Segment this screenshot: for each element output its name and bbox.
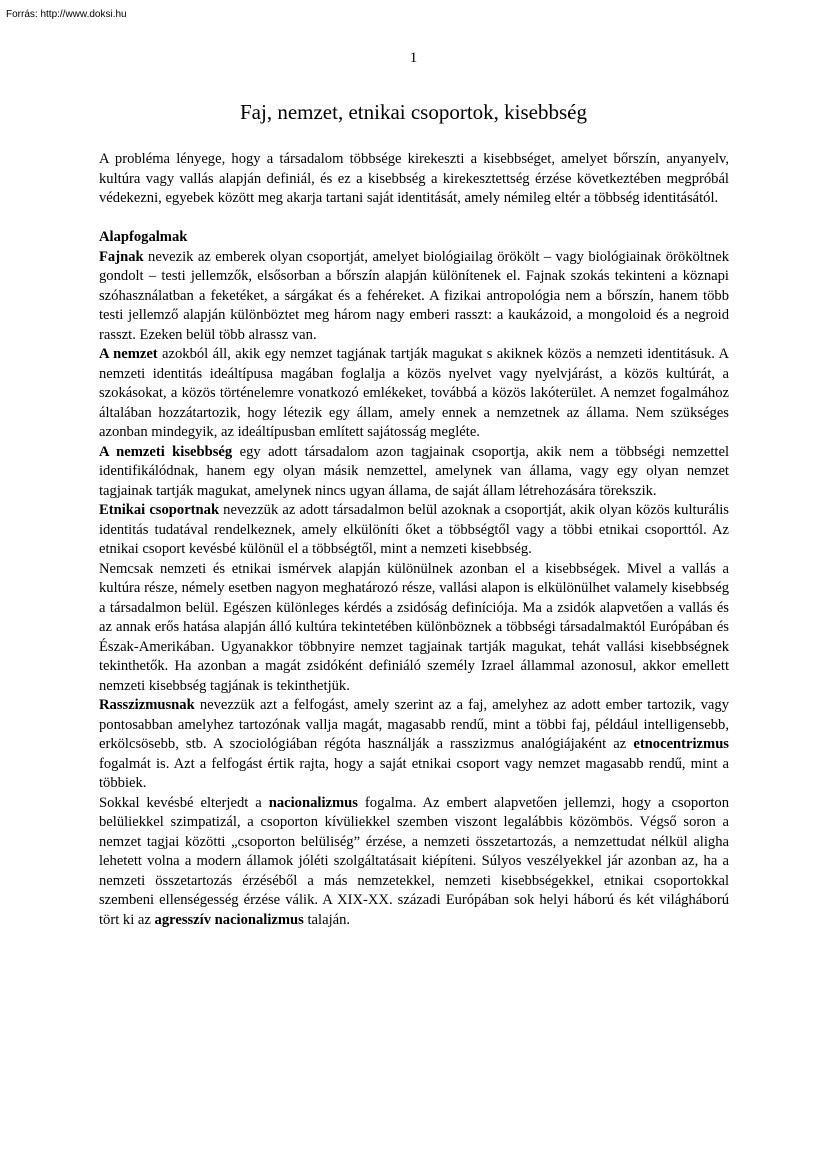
paragraph-rasszizmus (99, 696, 729, 794)
paragraph-text: talaján. (303, 911, 351, 928)
term-fajnak: Fajnak (99, 248, 144, 265)
paragraph-etnikai-csoport (99, 501, 729, 560)
paragraph-nacionalizmus (99, 794, 729, 931)
term-agressziv-nacionalizmus: agresszív nacionalizmus (154, 911, 304, 928)
term-nemzeti-kisebbseg: A nemzeti kisebbség (99, 443, 233, 460)
document-title: Faj, nemzet, etnikai csoportok, kisebbség (239, 100, 587, 124)
document-body (99, 150, 729, 930)
paragraph-text: nevezzük azt a felfogást, amely szerint az a faj, amelyhez az adott ember tartozik, vagy pontosabban amelyhez tartozónak vallja magát, magasabb rendű, mint a többi faj, például intelligensebb, erkölcsösebb, stb. A szociológiában régóta használják a rasszizmus analógiájaként az (99, 697, 729, 752)
paragraph-faj (99, 248, 729, 346)
page-number: 1 (409, 50, 418, 66)
source-label: Forrás: http://www.doksi.hu (6, 9, 127, 20)
paragraph-nemzeti-kisebbseg (99, 443, 729, 502)
term-nemzet: A nemzet (99, 346, 158, 362)
section-heading: Alapfogalmak (99, 229, 188, 245)
paragraph-text: egy adott társadalom azon tagjainak csoportja, akik nem a többségi nemzettel identifikálódnak, hanem egy olyan másik nemzettel, amelynek van állama, vagy egy olyan nemzet tagjainak tartják magukat, amelynek nincs ugyan állama, de saját állam létrehozására törekszik. (99, 443, 729, 499)
paragraph-text: fogalmát is. Azt a felfogást értik rajta, hogy a saját etnikai csoport vagy nemzet magasabb rendű, mint a többiek. (99, 755, 729, 791)
paragraph-text: fogalma. Az embert alapvetően jellemzi, hogy a csoporton belüliekkel szimpatizál, a csoporton kívüliekkel szemben viszont legalábbis közömbös. Végső soron a nemzet tagjai közötti „csoporton belüliség” érzése, a nemzeti összetartozás, a nemzettudat nélkül aligha lehetett volna a modern államok jóléti szolgáltatásait kiépíteni. Súlyos veszélyekkel jár azonban az, ha a nemzeti összetartozás érzéséből a más nemzetekkel, nemzeti kisebbségekkel, etnikai csoportokkal szembeni ellenségesség érzése válik. A XIX-XX. századi Európában sok helyi háború és két világháború tört ki az (99, 794, 729, 928)
paragraph-text: nevezzük az adott társadalmon belül azoknak a csoportját, akik olyan közös kulturális identitás tudatával rendelkeznek, amely elkülöníti őket a többségtől vagy a többi etnikai csoporttól. Az etnikai csoport kevésbé különül el a többségtől, mint a nemzeti kisebbség. (99, 502, 729, 557)
paragraph-nemzet (99, 345, 729, 443)
intro-paragraph: A probléma lényege, hogy a társadalom többsége kirekeszti a kisebbséget, amelyet bőrszín, anyanyelv, kultúra vagy vallás alapján definiál, és ez a kisebbség a kirekesztettség érzése következtében megpróbál védekezni, egyebek között meg akarja tartani saját identitását, amely némileg eltér a többség identitásától. (99, 151, 729, 206)
paragraph-kisebbsegek: Nemcsak nemzeti és etnikai ismérvek alapján különülnek azonban el a kisebbségek. Mivel a vallás a kultúra része, némely esetben nagyon meghatározó része, vallási alapon is elkülönülhet valamely kisebbség a társadalmon belül. Egészen különleges kérdés a zsidóság definíciója. Ma a zsidók alapvetően a vallás és az annak erős hatása alapján álló kultúra tekintetében különböznek a többségi társadalmaktól Európában és Észak-Amerikában. Ugyanakkor többnyire nemzet tagjainak tartják magukat, tehát vallási kisebbségnek tekinthetők. Ha azonban a magát zsidóként definiáló személy Izrael állammal azonosul, akkor emellett nemzeti kisebbség tagjának is tekinthetjük. (99, 560, 729, 694)
term-etnocentrizmus: etnocentrizmus (633, 736, 729, 752)
term-etnikai-csoport: Etnikai csoportnak (99, 502, 220, 518)
term-rasszizmus: Rasszizmusnak (99, 697, 195, 713)
paragraph-text: azokból áll, akik egy nemzet tagjának tartják magukat s akiknek közös a nemzeti identitásuk. A nemzeti identitás ideáltípusa magában foglalja a közös nyelvet vagy nyelvjárást, a közös kultúrát, a szokásokat, a közös történelemre vonatkozó emlékeket, továbbá a közös lakóterület. A nemzet fogalmához általában hozzátartozik, hogy létezik egy állam, amely ennek a nemzetnek az állama. Nem szükséges azonban mindegyik, az ideáltípusban említett sajátosság megléte. (99, 346, 729, 440)
paragraph-text: nevezik az emberek olyan csoportját, amelyet biológiailag örökölt – vagy biológiainak örököltnek gondolt – testi jellemzők, elsősorban a bőrszín alapján különítenek el. Fajnak szokás tekinteni a köznapi szóhasználatban a feketéket, a sárgákat és a fehéreket. A fizikai antropológia nem a bőrszín, hanem több testi jellemző alapján különböztet meg három nagy emberi rasszt: a kaukázoid, a mongoloid és a negroid rasszt. Ezeken belül több alrassz van. (99, 248, 729, 343)
paragraph-text: Sokkal kevésbé elterjedt a (99, 794, 269, 811)
term-nacionalizmus: nacionalizmus (268, 794, 358, 811)
